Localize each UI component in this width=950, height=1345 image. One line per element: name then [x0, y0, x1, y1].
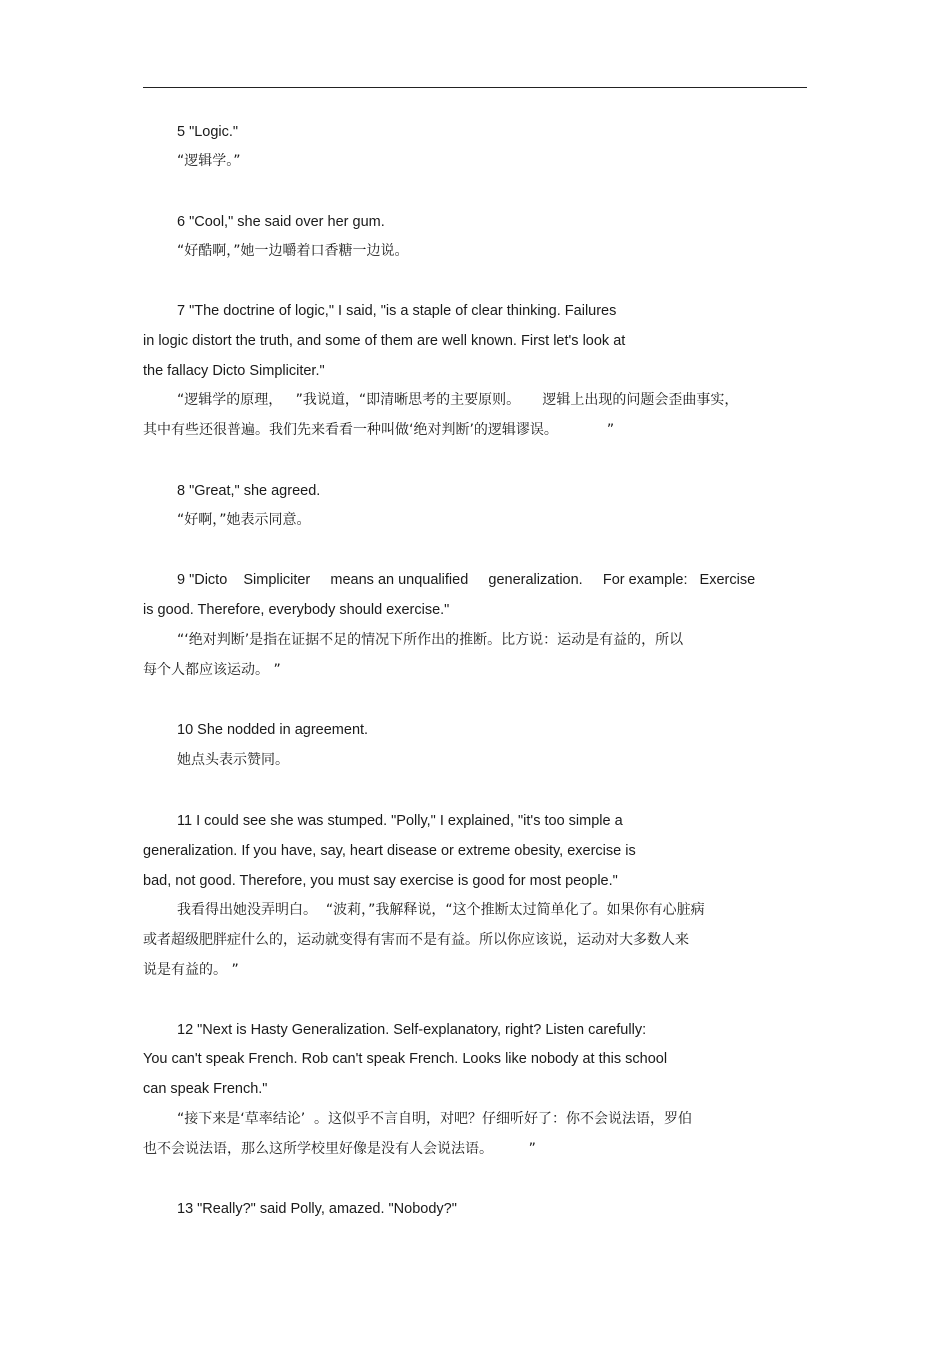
text-line: 10 She nodded in agreement. — [177, 722, 369, 738]
text-line: 她点头表示赞同。 — [177, 752, 289, 768]
text-line: can speak French." — [143, 1081, 268, 1097]
text-line: “接下来是‘草率结论’ 。这似乎不言自明，对吧？仔细听好了：你不会说法语，罗伯 — [177, 1111, 693, 1127]
text-line: 也不会说法语，那么这所学校里好像是没有人会说法语。 ” — [143, 1141, 536, 1157]
text-line: 我看得出她没弄明白。 “波莉，”我解释说，“这个推断太过简单化了。如果你有心脏病 — [177, 902, 705, 918]
text-line: 5 "Logic." — [177, 124, 239, 140]
text-line: the fallacy Dicto Simpliciter." — [143, 363, 325, 379]
text-line: 每个人都应该运动。 ” — [143, 662, 281, 678]
text-line: “好啊，”她表示同意。 — [177, 512, 311, 528]
text-line: is good. Therefore, everybody should exercise." — [143, 602, 450, 618]
text-line: bad, not good. Therefore, you must say exercise is good for most people." — [143, 873, 618, 889]
text-line: “逻辑学的原理， ”我说道，“即清晰思考的主要原则。 逻辑上出现的问题会歪曲事实， — [177, 392, 739, 408]
text-line: 9 "Dicto Simpliciter means an unqualified generalization. For example: Exercise — [177, 572, 756, 588]
text-line: 8 "Great," she agreed. — [177, 483, 321, 499]
text-line: 6 "Cool," she said over her gum. — [177, 214, 385, 230]
text-line: You can't speak French. Rob can't speak French. Looks like nobody at this school — [143, 1051, 668, 1067]
text-line: “‘绝对判断’是指在证据不足的情况下所作出的推断。比方说：运动是有益的，所以 — [177, 632, 684, 648]
text-line: 11 I could see she was stumped. "Polly," I explained, "it's too simple a — [177, 813, 623, 829]
text-line: in logic distort the truth, and some of them are well known. First let's look at — [143, 333, 626, 349]
text-line: generalization. If you have, say, heart disease or extreme obesity, exercise is — [143, 843, 636, 859]
text-line: 说是有益的。 ” — [143, 962, 239, 978]
text-line: 12 "Next is Hasty Generalization. Self-explanatory, right? Listen carefully: — [177, 1022, 647, 1038]
text-line: 或者超级肥胖症什么的，运动就变得有害而不是有益。所以你应该说，运动对大多数人来 — [143, 932, 689, 948]
text-line: 13 "Really?" said Polly, amazed. "Nobody?" — [177, 1201, 457, 1217]
text-line: 其中有些还很普遍。我们先来看看一种叫做‘绝对判断’的逻辑谬误。 ” — [143, 422, 615, 438]
header-rule — [143, 87, 807, 88]
text-line: “好酷啊，”她一边嚼着口香糖一边说。 — [177, 243, 409, 259]
text-line: 7 "The doctrine of logic," I said, "is a staple of clear thinking. Failures — [177, 303, 617, 319]
text-line: “逻辑学。” — [177, 153, 241, 169]
